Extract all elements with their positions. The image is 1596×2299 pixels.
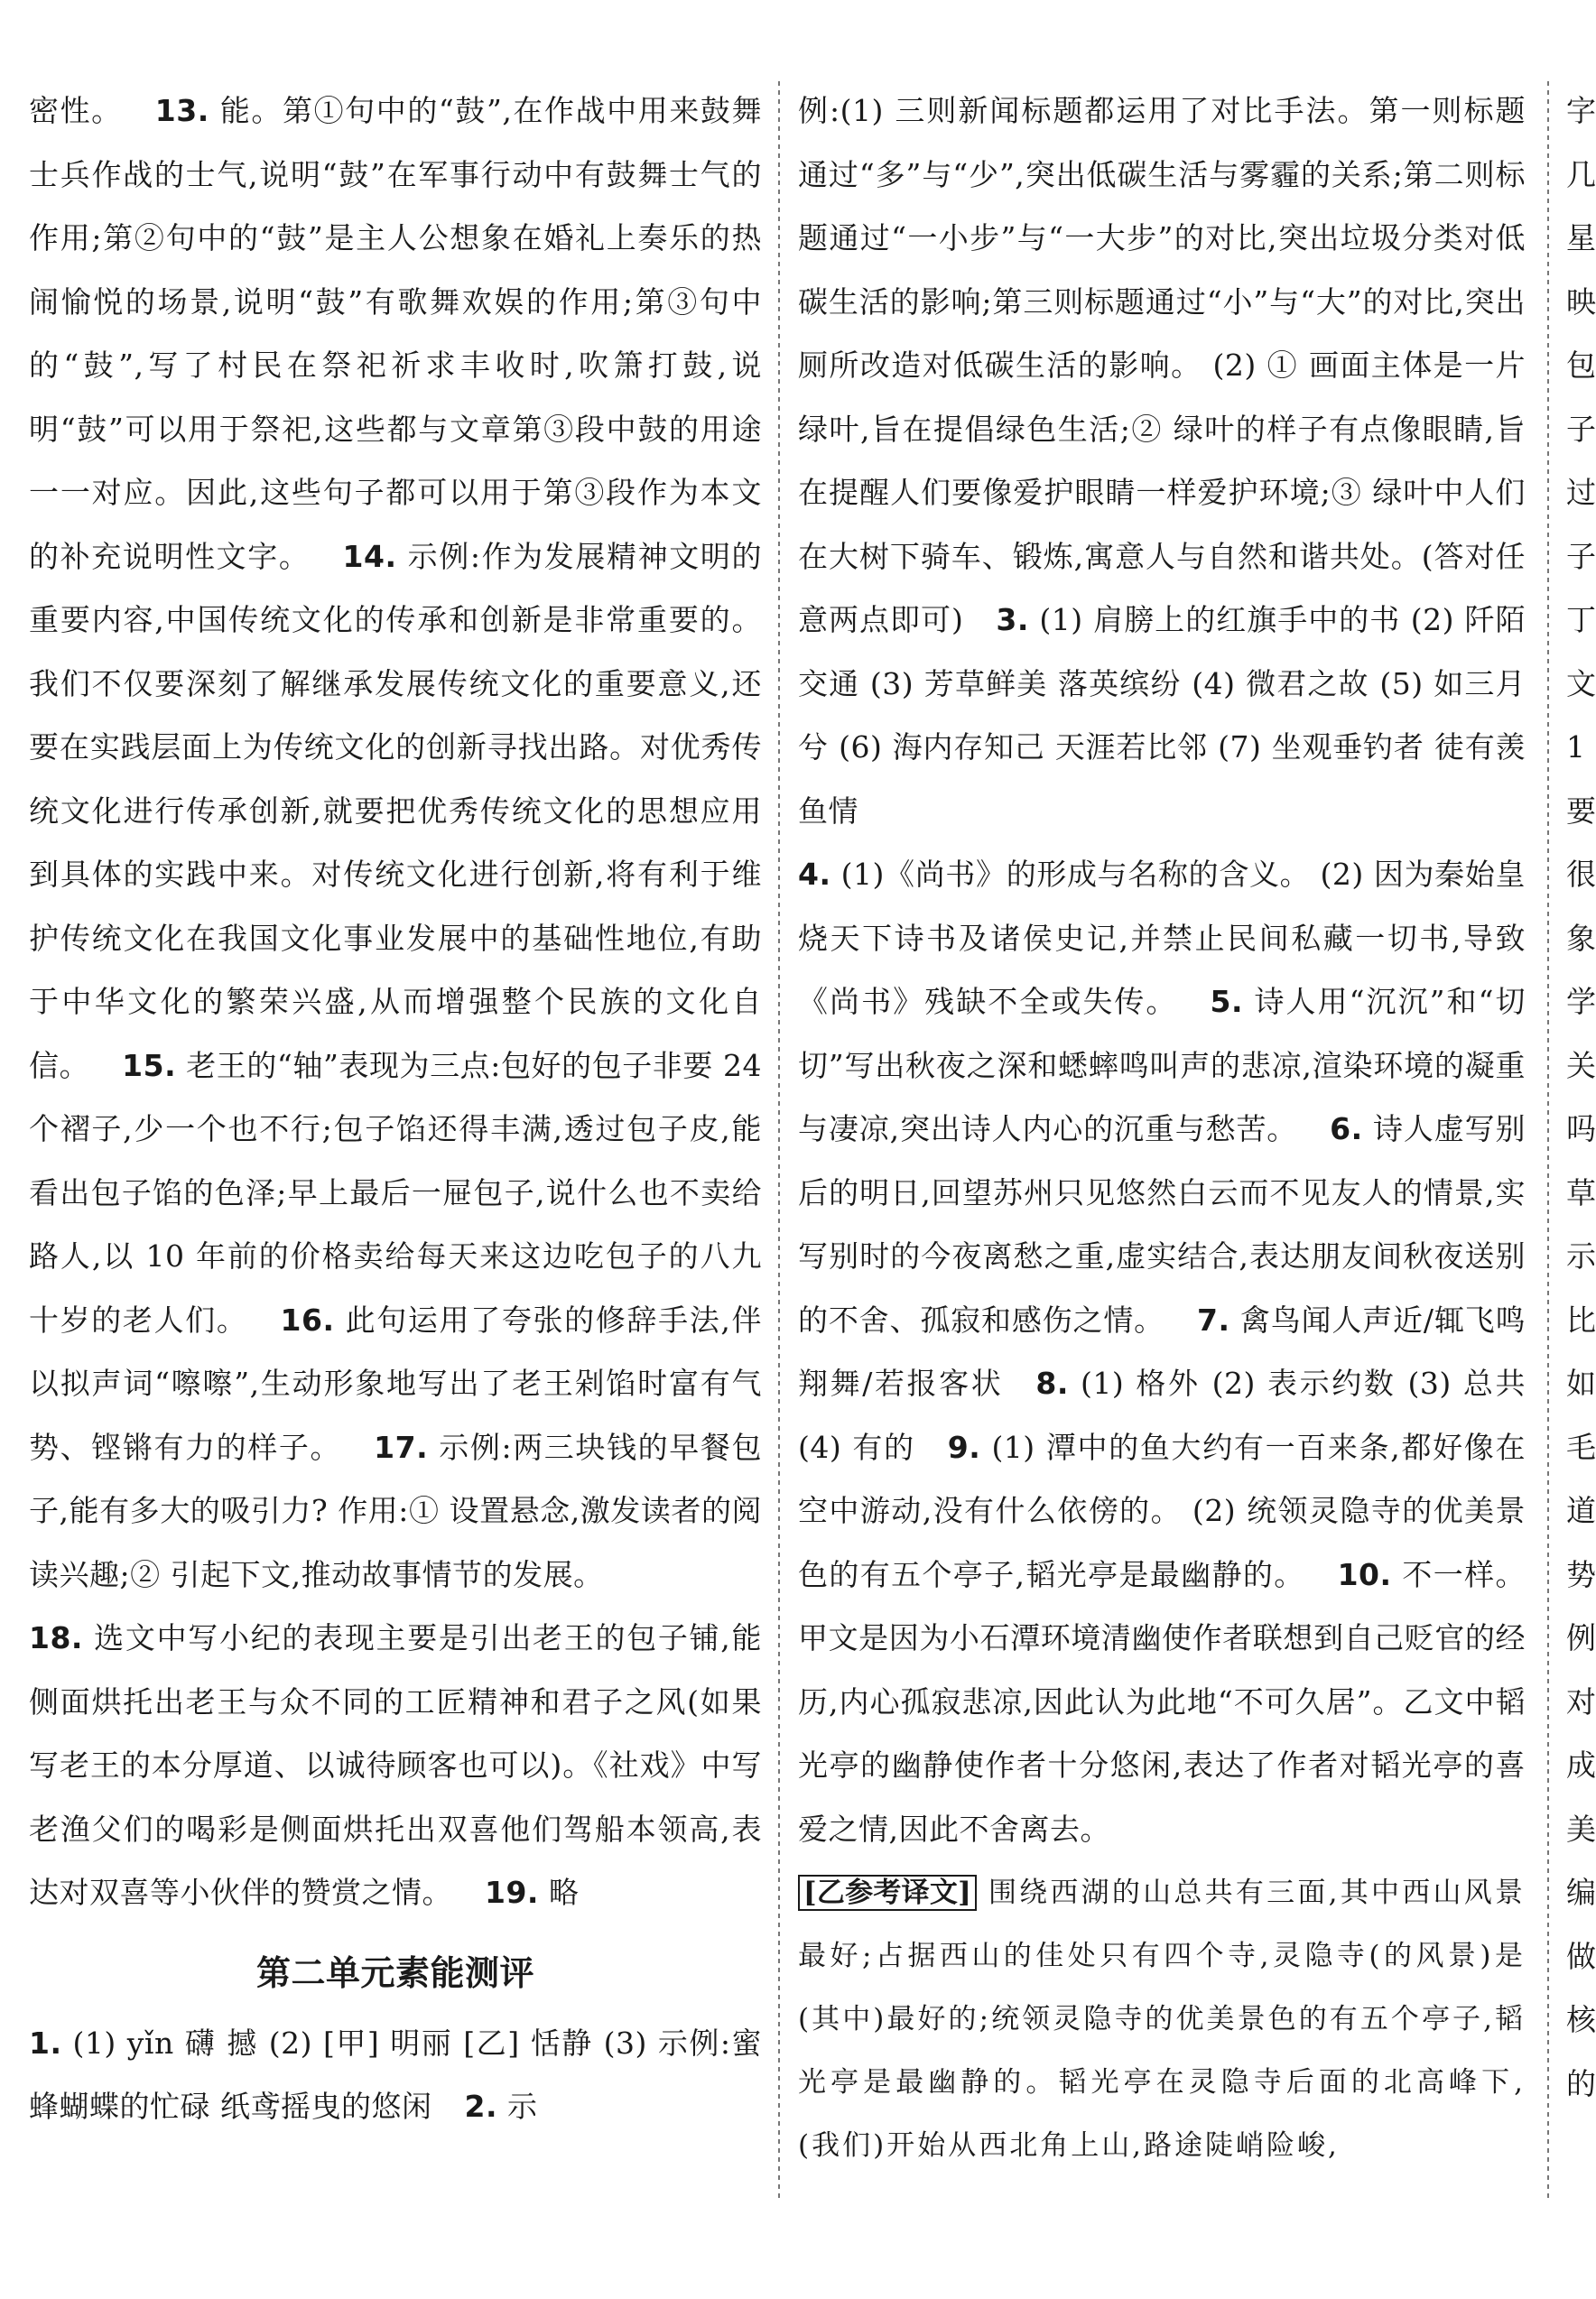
left-paragraph: [29, 79, 762, 1925]
section-title: 第二单元素能测评: [255, 1952, 534, 1993]
section2-question-1-number: 1.: [29, 2025, 62, 2061]
translation-tag: [乙参考译文]: [798, 1875, 977, 1911]
question-16-answer: 此句运用了夸张的修辞手法,伴以拟声词“嚓嚓”,生动形象地写出了老王剁馅时富有气势、铿锵有力的样子。: [29, 1302, 762, 1465]
section2-question-1-answer: (1) yǐn 礴 撼 (2) [甲] 明丽 [乙] 恬静 (3) 示例:蜜蜂蝴蝶的忙碌 纸鸢摇曳的悠闲: [29, 2025, 762, 2124]
question-13-number: 13.: [154, 93, 209, 128]
section-paragraph: [29, 2012, 762, 2139]
question-8-answer: (1) 格外 (2) 表示约数 (3) 总共 (4) 有的: [798, 1366, 1526, 1465]
question-5-answer: 诗人用“沉沉”和“切切”写出秋夜之深和蟋蟀鸣叫声的悲凉,渲染环境的凝重与凄凉,突出诗人内心的沉重与愁苦。: [798, 984, 1526, 1146]
question-14-number: 14.: [342, 538, 397, 574]
question-17-number: 17.: [374, 1429, 429, 1465]
middle-column: [798, 79, 1526, 2177]
question-19-number: 19.: [485, 1875, 539, 1910]
cropped-right-column: [1566, 79, 1596, 2116]
question-6-number: 6.: [1330, 1111, 1363, 1146]
column-divider: [778, 81, 780, 2198]
question-18-answer: 选文中写小纪的表现主要是引出老王的包子铺,能侧面烘托出老王与众不同的工匠精神和君子之风(如果写老王的本分厚道、以诚待顾客也可以)。《社戏》中写老渔父们的喝彩是侧面烘托出双喜他们驾船本领高,表达对双喜等小伙伴的赞赏之情。: [29, 1620, 762, 1910]
question-18-number: 18.: [29, 1620, 83, 1655]
column-divider-right: [1547, 81, 1549, 2198]
question-4-number: 4.: [798, 857, 831, 892]
question-3-answer: (1) 肩膀上的红旗手中的书 (2) 阡陌交通 (3) 芳草鲜美 落英缤纷 (4) 微君之故 (5) 如三月兮 (6) 海内存知己 天涯若比邻 (7) 坐观垂钓者 徒有羡鱼情: [798, 602, 1526, 829]
question-6-answer: 诗人虚写别后的明日,回望苏州只见悠然白云而不见友人的情景,实写别时的今夜离愁之重,虚实结合,表达朋友间秋夜送别的不舍、孤寂和感伤之情。: [798, 1111, 1526, 1338]
question-3-number: 3.: [996, 602, 1029, 637]
question-5-number: 5.: [1210, 984, 1243, 1019]
question-8-number: 8.: [1035, 1366, 1069, 1401]
left-column: [29, 79, 762, 2139]
question-15-answer: 老王的“轴”表现为三点:包好的包子非要 24 个褶子,少一个也不行;包子馅还得丰满,透过包子皮,能看出包子馅的色泽;早上最后一屉包子,说什么也不卖给路人,以 10 年前的价格卖给每天来这边吃包子的八九十岁的老人们。: [29, 1047, 763, 1338]
question-14-answer: 示例:作为发展精神文明的重要内容,中国传统文化的传承和创新是非常重要的。我们不仅要深刻了解继承发展传统文化的重要意义,还要在实践层面上为传统文化的创新寻找出路。对优秀传统文化进行传承创新,就要把优秀传统文化的思想应用到具体的实践中来。对传统文化进行创新,将有利于维护传统文化在我国文化事业发展中的基础性地位,有助于中华文化的繁荣兴盛,从而增强整个民族的文化自信。: [29, 538, 762, 1083]
question-4-answer: (1)《尚书》的形成与名称的含义。 (2) 因为秦始皇烧天下诗书及诸侯史记,并禁止民间私藏一切书,导致《尚书》残缺不全或失传。: [798, 857, 1526, 1019]
middle-paragraph: [798, 79, 1526, 1861]
question-10-answer: 不一样。甲文是因为小石潭环境清幽使作者联想到自己贬官的经历,内心孤寂悲凉,因此认为此地“不可久居”。乙文中韬光亭的幽静使作者十分悠闲,表达了作者对韬光亭的喜爱之情,因此不舍离去。: [798, 1556, 1526, 1847]
section2-question-2-answer: 示: [507, 2089, 538, 2124]
section2-question-2-number: 2.: [464, 2089, 497, 2124]
cropped-column-text: 字 几 星 映 包 子 过 子 丁 文 1 要 很 象 学 关 吗 草 示 比 如 毛 道 势 例 对 成 美 编 做 核 的: [1566, 93, 1596, 2101]
translation-paragraph: [798, 1861, 1526, 2177]
question-10-number: 10.: [1337, 1556, 1392, 1592]
question-17-answer: 示例:两三块钱的早餐包子,能有多大的吸引力? 作用:① 设置悬念,激发读者的阅读兴趣;② 引起下文,推动故事情节的发展。: [29, 1429, 762, 1592]
continued-text: 密性。: [29, 93, 123, 128]
question-9-number: 9.: [947, 1429, 981, 1465]
translation-text: 围绕西湖的山总共有三面,其中西山风景最好;占据西山的佳处只有四个寺,灵隐寺(的风景)是(其中)最好的;统领灵隐寺的优美景色的有五个亭子,韬光亭是最幽静的。韬光亭在灵隐寺后面的北高峰下,(我们)开始从西北角上山,路途陡峭险峻,: [798, 1877, 1526, 2162]
question-13-answer: 能。第①句中的“鼓”,在作战中用来鼓舞士兵作战的士气,说明“鼓”在军事行动中有鼓舞士气的作用;第②句中的“鼓”是主人公想象在婚礼上奏乐的热闹愉悦的场景,说明“鼓”有歌舞欢娱的作用;第③句中的“鼓”,写了村民在祭祀祈求丰收时,吹箫打鼓,说明“鼓”可以用于祭祀,这些都与文章第③段中鼓的用途一一对应。因此,这些句子都可以用于第③段作为本文的补充说明性文字。: [29, 93, 762, 574]
question-2-continued: 例:(1) 三则新闻标题都运用了对比手法。第一则标题通过“多”与“少”,突出低碳生活与雾霾的关系;第二则标题通过“一小步”与“一大步”的对比,突出垃圾分类对低碳生活的影响;第三则标题通过“小”与“大”的对比,突出厕所改造对低碳生活的影响。 (2) ① 画面主体是一片绿叶,旨在提倡绿色生活;② 绿叶的样子有点像眼睛,旨在提醒人们要像爱护眼睛一样爱护环境;③ 绿叶中人们在大树下骑车、锻炼,寓意人与自然和谐共处。(答对任意两点即可): [798, 93, 1526, 637]
question-7-number: 7.: [1197, 1302, 1230, 1338]
question-19-answer: 略: [548, 1875, 580, 1910]
question-16-number: 16.: [280, 1302, 335, 1338]
question-9-answer: (1) 潭中的鱼大约有一百来条,都好像在空中游动,没有什么依傍的。 (2) 统领灵隐寺的优美景色的有五个亭子,韬光亭是最幽静的。: [798, 1429, 1526, 1592]
question-7-answer: 禽鸟闻人声近/辄飞鸣翔舞/若报客状: [798, 1302, 1526, 1401]
question-15-number: 15.: [122, 1047, 177, 1083]
